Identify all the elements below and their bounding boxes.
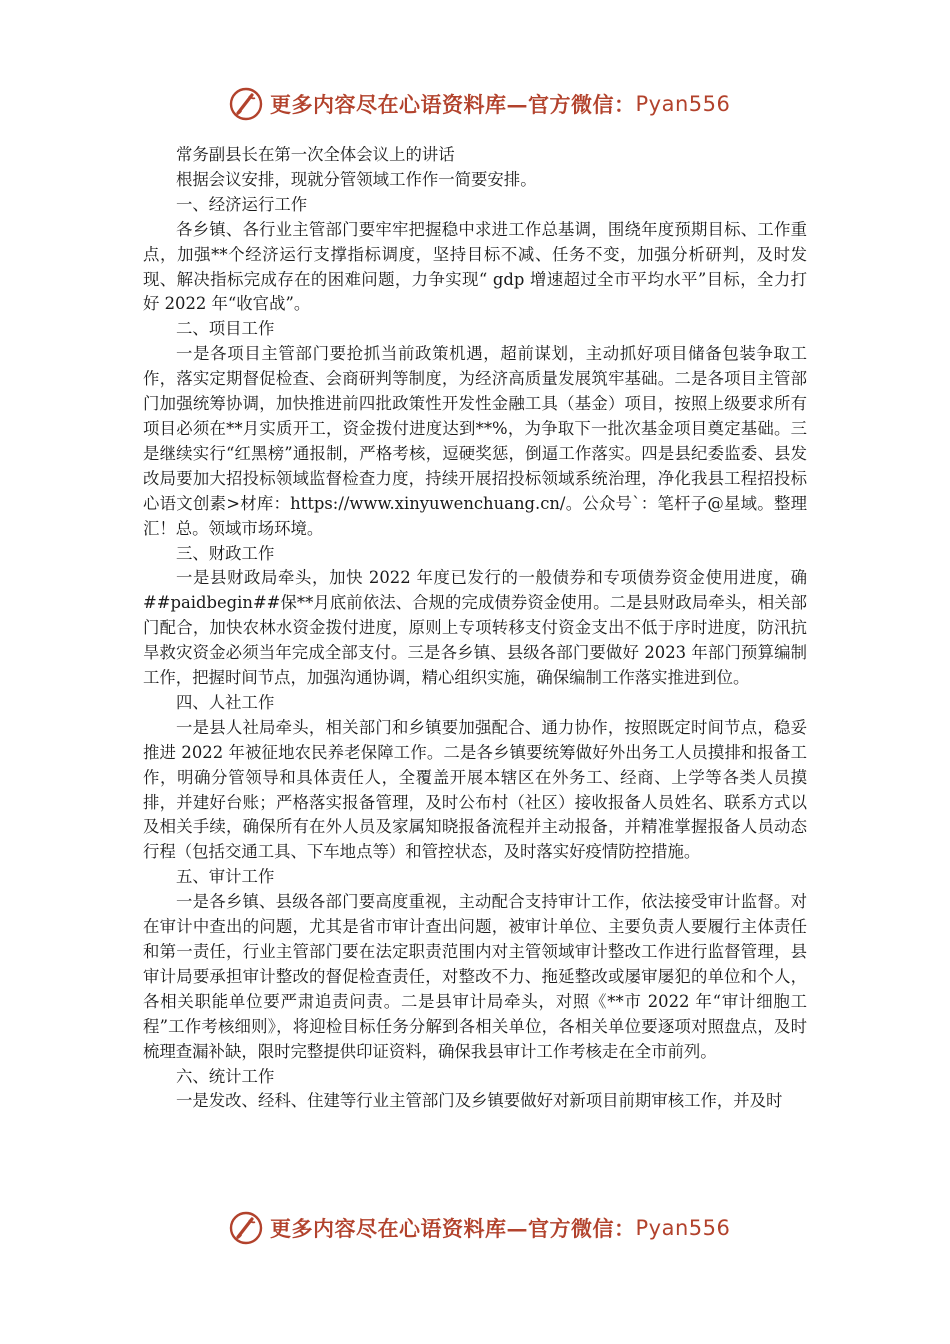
section-paragraph: 一是县财政局牵头，加快 2022 年度已发行的一般债券和专项债券资金使用进度，确##paidbegin##保**月底前依法、合规的完成债券资金使用。二是县财政局牵头，相关部门配合，加快农林水资金拨付进度，原则上专项转移支付资金支出不低于序时进度，防汛抗旱救灾资金必须当年完成全部支付。三是各乡镇、县级各部门要做好 2023 年部门预算编制工作，把握时间节点，加强沟通协调，精心组织实施，确保编制工作落实推进到位。: [143, 568, 807, 688]
section-heading: 五、审计工作: [176, 867, 275, 887]
section-paragraph: 各乡镇、各行业主管部门要牢牢把握稳中求进工作总基调，围绕年度预期目标、工作重点，加强**个经济运行支撑指标调度，坚持目标不减、任务不变，加强分析研判，及时发现、解决指标完成存在的困难问题，力争实现“ gdp 增速超过全市平均水平”目标，全力打好 2022 年“收官战”。: [143, 219, 807, 314]
banner-slogan: 更多内容尽在心语资料库—官方微信：: [270, 92, 636, 117]
document-title: 常务副县长在第一次全体会议上的讲话: [176, 145, 455, 164]
section-paragraph: 一是发改、经科、住建等行业主管部门及乡镇要做好对新项目前期审核工作，并及时: [176, 1091, 783, 1111]
document-body: [143, 143, 807, 1114]
banner-wechat-id: Pyan556: [635, 1216, 731, 1240]
header-banner: [0, 82, 950, 126]
footer-banner: [0, 1206, 950, 1250]
section-heading: 六、统计工作: [176, 1066, 275, 1086]
section-paragraph: 一是县人社局牵头，相关部门和乡镇要加强配合、通力协作，按照既定时间节点，稳妥推进 2022 年被征地农民养老保障工作。二是各乡镇要统筹做好外出务工人员摸排和报备工作，明确分管领导和具体责任人，全覆盖开展本辖区在外务工、经商、上学等各类人员摸排，并建好台账；严格落实报备管理，及时公布村（社区）接收报备人员姓名、联系方式以及相关手续，确保所有在外人员及家属知晓报备流程并主动报备，并精准掌握报备人员动态行程（包括交通工具、下车地点等）和管控状态，及时落实好疫情防控措施。: [143, 717, 807, 862]
banner-wechat-id: Pyan556: [635, 92, 731, 116]
brush-logo-icon: [228, 1210, 264, 1246]
brush-logo-icon: [228, 86, 264, 122]
section-heading: 二、项目工作: [176, 319, 275, 339]
section-heading: 一、经济运行工作: [176, 194, 308, 214]
section-paragraph: 一是各乡镇、县级各部门要高度重视，主动配合支持审计工作，依法接受审计监督。对在审计中查出的问题，尤其是省市审计查出问题，被审计单位、主要负责人要履行主体责任和第一责任，行业主管部门要在法定职责范围内对主管领域审计整改工作进行监督管理，县审计局要承担审计整改的督促检查责任，对整改不力、拖延整改或屡审屡犯的单位和个人，各相关职能单位要严肃追责问责。二是县审计局牵头，对照《**市 2022 年“审计细胞工程”工作考核细则》，将迎检目标任务分解到各相关单位，各相关单位要逐项对照盘点，及时梳理查漏补缺，限时完整提供印证资料，确保我县审计工作考核走在全市前列。: [143, 892, 807, 1061]
document-intro: 根据会议安排，现就分管领域工作作一简要安排。: [176, 169, 537, 189]
section-heading: 三、财政工作: [176, 543, 275, 563]
section-paragraph: 一是各项目主管部门要抢抓当前政策机遇，超前谋划，主动抓好项目储备包装争取工作，落实定期督促检查、会商研判等制度，为经济高质量发展筑牢基础。二是各项目主管部门加强统筹协调，加快推进前四批政策性开发性金融工具（基金）项目，按照上级要求所有项目必须在**月实质开工，资金拨付进度达到**%，为争取下一批次基金项目奠定基础。三是继续实行“红黑榜”通报制，严格考核，逗硬奖惩，倒逼工作落实。四是县纪委监委、县发改局要加大招投标领域监督检查力度，持续开展招投标领域系统治理，净化我县工程招投标心语文创素>材库：https://www.xinyuwenchuang.cn/。公众号`：笔杆子@星域。整理汇！总。领域市场环境。: [143, 344, 807, 538]
banner-slogan: 更多内容尽在心语资料库—官方微信：: [270, 1216, 636, 1241]
section-heading: 四、人社工作: [176, 692, 275, 712]
